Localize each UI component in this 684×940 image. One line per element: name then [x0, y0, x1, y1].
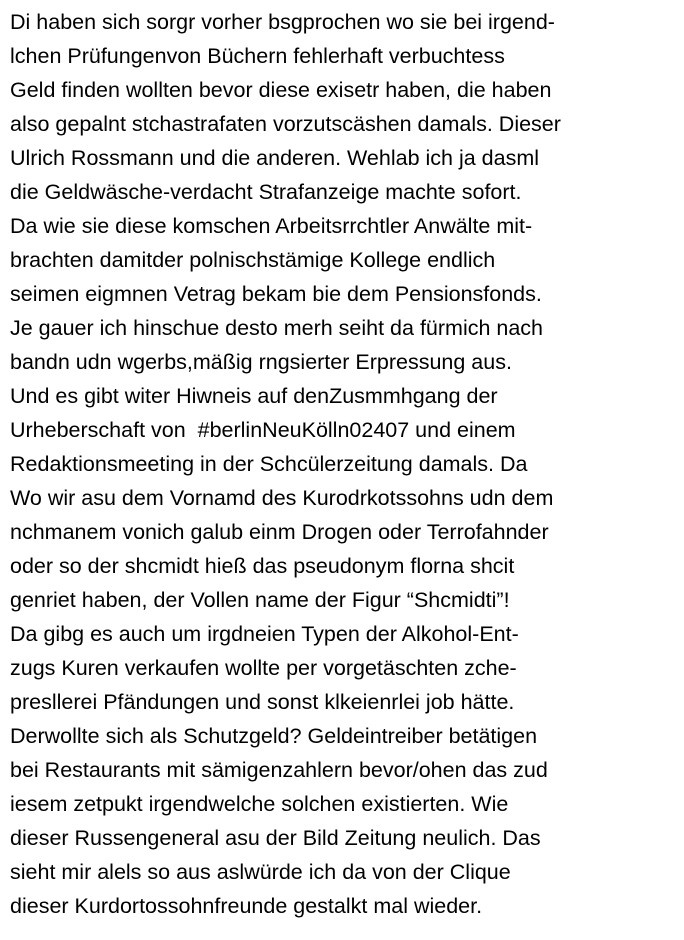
text-line: Ulrich Rossmann und die anderen. Wehlab ich ja dasml [10, 146, 540, 170]
text-line: Da gibg es auch um irgdneien Typen der Alkohol-Ent- [10, 622, 519, 646]
text-line: Derwollte sich als Schutzgeld? Geldeintreiber betätigen [10, 724, 538, 748]
text-line: bei Restaurants mit sämigenzahlern bevor/ohen das zud [10, 758, 548, 782]
text-line: die Geldwäsche-verdacht Strafanzeige machte sofort. [10, 180, 522, 204]
text-line: Urheberschaft von #berlinNeuKölln02407 und einem [10, 418, 516, 442]
text-line: presllerei Pfändungen und sonst klkeienrlei job hätte. [10, 690, 515, 714]
text-line: Je gauer ich hinschue desto merh seiht da fürmich nach [10, 316, 544, 340]
text-line: lchen Prüfungenvon Büchern fehlerhaft verbuchtess [10, 44, 505, 68]
text-line: brachten damitder polnischstämige Kollege endlich [10, 248, 496, 272]
text-line: dieser Russengeneral asu der Bild Zeitung neulich. Das [10, 826, 541, 850]
text-line: oder so der shcmidt hieß das pseudonym florna shcit [10, 554, 515, 578]
text-line: Redaktionsmeeting in der Schcülerzeitung damals. Da [10, 452, 528, 476]
text-line: dieser Kurdortossohnfreunde gestalkt mal wieder. [10, 894, 483, 918]
text-line: zugs Kuren verkaufen wollte per vorgetäschten zche- [10, 656, 517, 680]
text-line: also gepalnt stchastrafaten vorzutscäshen damals. Dieser [10, 112, 561, 136]
document-text [10, 5, 682, 923]
text-line: iesem zetpukt irgendwelche solchen existierten. Wie [10, 792, 509, 816]
text-line: genriet haben, der Vollen name der Figur “Shcmidti”! [10, 588, 510, 612]
text-line: bandn udn wgerbs,mäßig rngsierter Erpressung aus. [10, 350, 512, 374]
text-line: Geld finden wollten bevor diese exisetr haben, die haben [10, 78, 552, 102]
text-line: nchmanem vonich galub einm Drogen oder Terrofahnder [10, 520, 549, 544]
text-line: Wo wir asu dem Vornamd des Kurodrkotssohns udn dem [10, 486, 554, 510]
text-line: Di haben sich sorgr vorher bsgprochen wo sie bei irgend- [10, 10, 555, 34]
text-line: seimen eigmnen Vetrag bekam bie dem Pensionsfonds. [10, 282, 542, 306]
text-line: Und es gibt witer Hiwneis auf denZusmmhgang der [10, 384, 498, 408]
text-line: Da wie sie diese komschen Arbeitsrrchtler Anwälte mit- [10, 214, 533, 238]
text-line: sieht mir alels so aus aslwürde ich da von der Clique [10, 860, 511, 884]
